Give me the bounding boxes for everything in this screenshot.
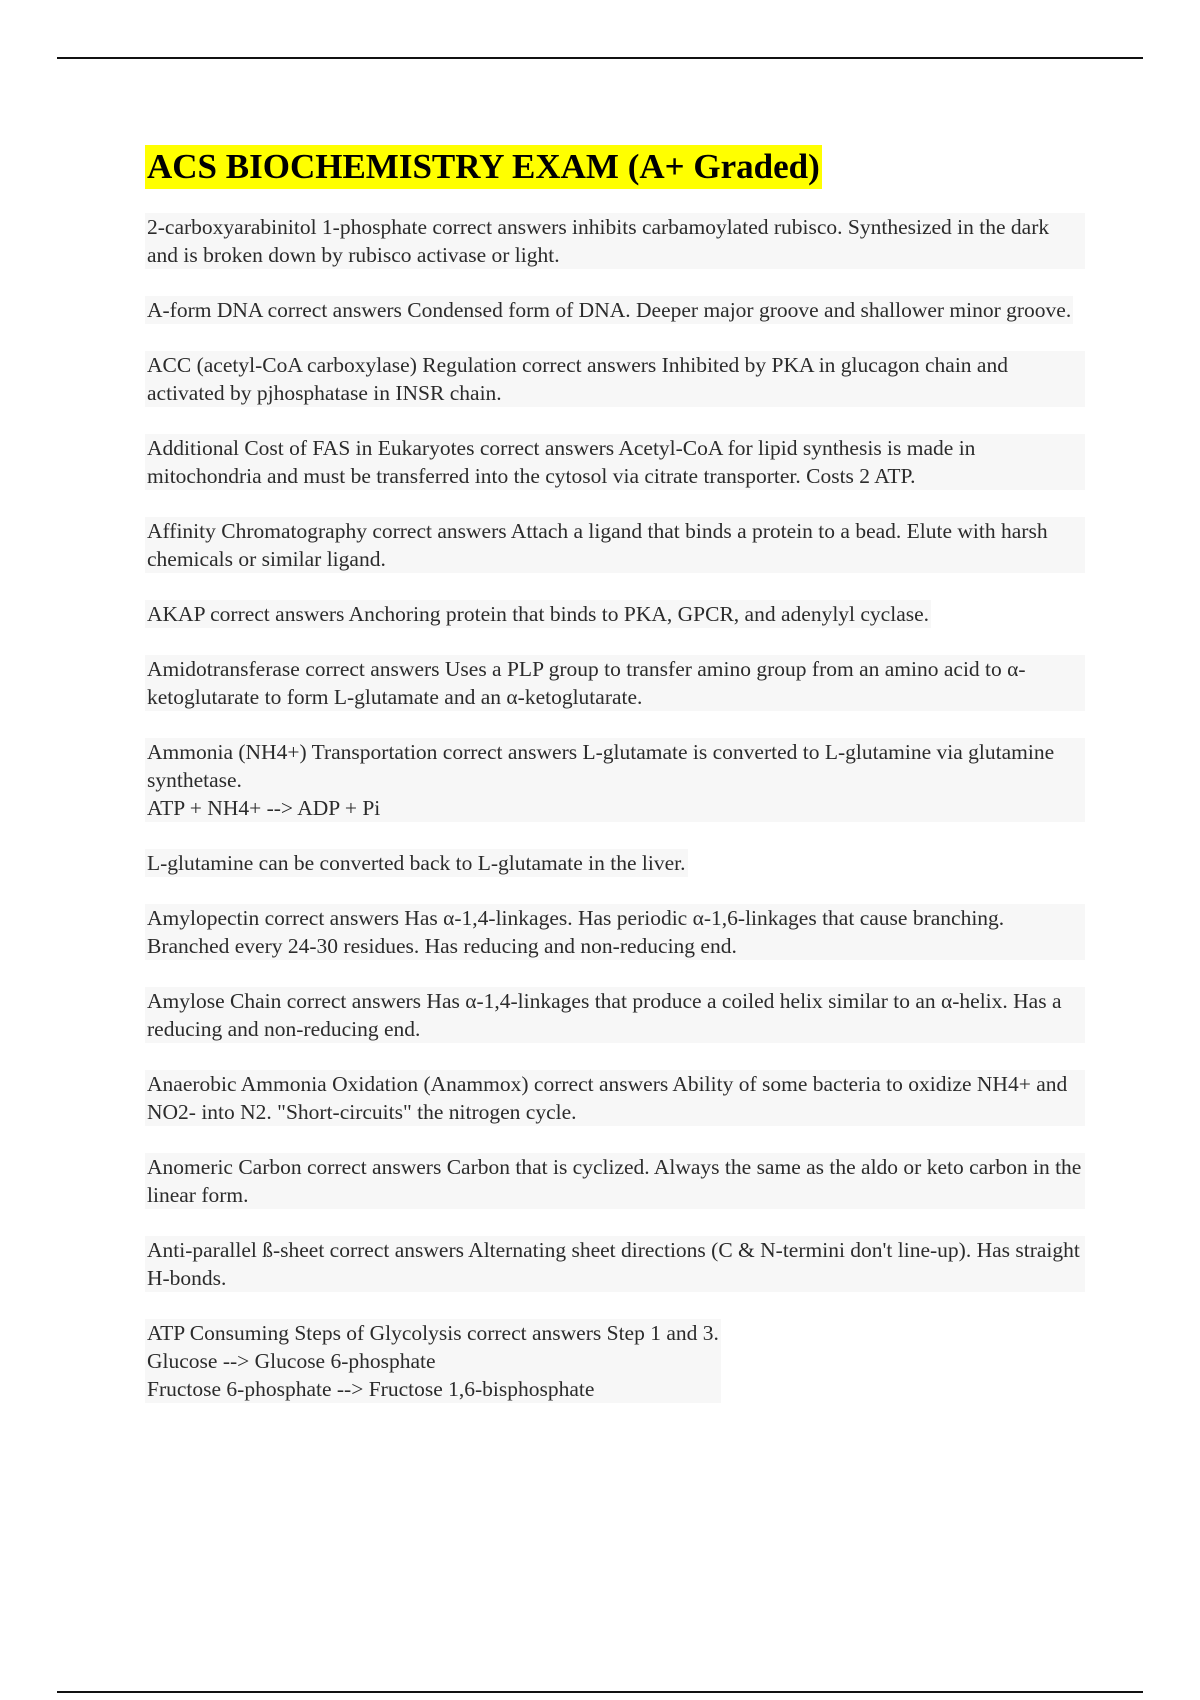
entry-line: AKAP correct answers Anchoring protein that binds to PKA, GPCR, and adenylyl cyclase.: [147, 602, 930, 626]
entry-text: [147, 1319, 719, 1403]
bottom-rule: [57, 1691, 1143, 1693]
flashcard-entry: [145, 904, 1085, 960]
entry-text: [147, 1070, 1083, 1126]
entry-text: [147, 600, 929, 628]
entry-text: [147, 434, 1083, 490]
entry-line: 2-carboxyarabinitol 1-phosphate correct answers inhibits carbamoylated rubisco. Synthesized in the dark and is broken down by rubisco activase or light.: [147, 215, 1055, 267]
entry-line: ACC (acetyl-CoA carboxylase) Regulation correct answers Inhibited by PKA in glucagon chain and activated by pjhosphatase in INSR chain.: [147, 353, 1014, 405]
flashcard-entry: [145, 1153, 1085, 1209]
entry-line: ATP + NH4+ --> ADP + Pi: [147, 796, 381, 820]
entry-text: [147, 1236, 1086, 1292]
flashcard-entry: [145, 213, 1085, 269]
entry-text: [147, 351, 1083, 407]
entry-text: [147, 1153, 1087, 1209]
entry-text: [147, 517, 1083, 573]
entry-line: Anomeric Carbon correct answers Carbon that is cyclized. Always the same as the aldo or keto carbon in the linear form.: [147, 1155, 1087, 1207]
entry-list: [145, 213, 1085, 1430]
entry-text: [147, 849, 686, 877]
entry-line: Affinity Chromatography correct answers Attach a ligand that binds a protein to a bead. Elute with harsh chemicals or similar ligand.: [147, 519, 1053, 571]
entry-line: Amylopectin correct answers Has α-1,4-linkages. Has periodic α-1,6-linkages that cause branching. Branched every 24-30 residues. Has reducing and non-reducing end.: [147, 906, 1010, 958]
entry-text: [147, 738, 1083, 822]
entry-text: [147, 987, 1083, 1043]
entry-text: [147, 655, 1083, 711]
flashcard-entry: [145, 1236, 1085, 1292]
document-title: ACS BIOCHEMISTRY EXAM (A+ Graded): [145, 145, 822, 189]
flashcard-entry: [145, 517, 1085, 573]
flashcard-entry: [145, 296, 1073, 324]
entry-line: L-glutamine can be converted back to L-glutamate in the liver.: [147, 851, 686, 875]
flashcard-entry: [145, 987, 1085, 1043]
entry-line: Fructose 6-phosphate --> Fructose 1,6-bisphosphate: [147, 1377, 595, 1401]
entry-line: ATP Consuming Steps of Glycolysis correct answers Step 1 and 3.: [147, 1321, 719, 1345]
entry-line: Amidotransferase correct answers Uses a PLP group to transfer amino group from an amino acid to α-ketoglutarate to form L-glutamate and an α-ketoglutarate.: [147, 657, 1026, 709]
entry-line: Ammonia (NH4+) Transportation correct answers L-glutamate is converted to L-glutamine via glutamine synthetase.: [147, 740, 1060, 792]
entry-text: [147, 296, 1071, 324]
entry-line: Anti-parallel ß-sheet correct answers Alternating sheet directions (C & N-termini don't line-up). Has straight H-bonds.: [147, 1238, 1086, 1290]
entry-line: Additional Cost of FAS in Eukaryotes correct answers Acetyl-CoA for lipid synthesis is made in mitochondria and must be transferred into the cytosol via citrate transporter. Costs 2 ATP.: [147, 436, 981, 488]
flashcard-entry: [145, 600, 931, 628]
flashcard-entry: [145, 655, 1085, 711]
top-rule: [57, 57, 1143, 59]
flashcard-entry: [145, 1319, 721, 1403]
entry-text: [147, 213, 1083, 269]
flashcard-entry: [145, 434, 1085, 490]
flashcard-entry: [145, 849, 688, 877]
entry-line: Amylose Chain correct answers Has α-1,4-linkages that produce a coiled helix similar to an α-helix. Has a reducing and non-reducing end.: [147, 989, 1067, 1041]
flashcard-entry: [145, 1070, 1085, 1126]
entry-line: Glucose --> Glucose 6-phosphate: [147, 1349, 436, 1373]
entry-line: A-form DNA correct answers Condensed form of DNA. Deeper major groove and shallower minor groove.: [147, 298, 1072, 322]
flashcard-entry: [145, 351, 1085, 407]
entry-line: Anaerobic Ammonia Oxidation (Anammox) correct answers Ability of some bacteria to oxidize NH4+ and NO2- into N2. "Short-circuits" the nitrogen cycle.: [147, 1072, 1073, 1124]
document-body: [145, 145, 1085, 1430]
entry-text: [147, 904, 1083, 960]
flashcard-entry: [145, 738, 1085, 822]
